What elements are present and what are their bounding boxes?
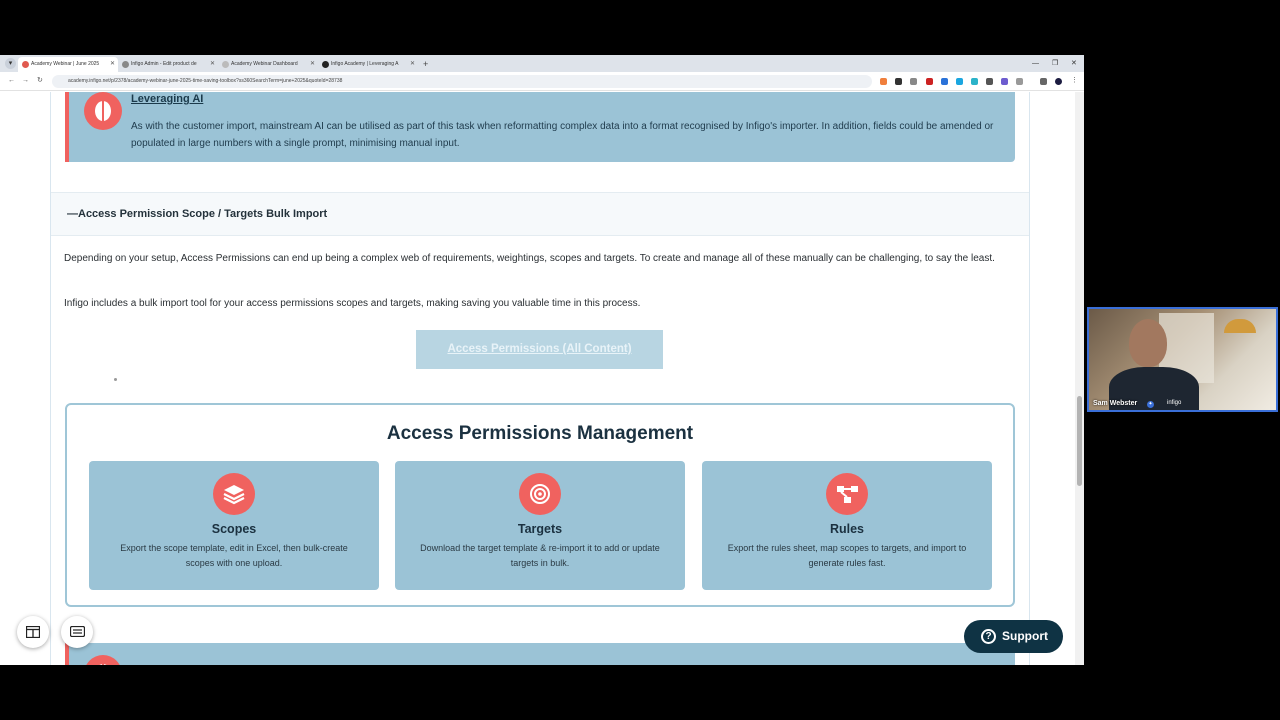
panel-title: Access Permissions Management [386,423,694,444]
next-callout [65,643,1015,665]
download-icon[interactable] [1040,78,1047,85]
support-label: Support [1002,629,1048,643]
targets-card [395,461,685,590]
lamp [1224,319,1256,333]
extension-icon[interactable] [956,78,963,85]
layers-icon [213,473,255,515]
card-title: Targets [517,522,563,536]
url-text: academy.infigo.net/p/2378/academy-webinar-june-2025-time-saving-toolbox?ss360SearchTerm=june+2025&quoteId=28738 [68,78,343,84]
extension-icon[interactable] [895,78,902,85]
support-button[interactable] [964,620,1063,653]
favicon-icon [322,61,329,68]
cursor-dot [114,378,117,381]
intro-paragraph: Depending on your setup, Access Permissions can end up being a complex web of requirements, weightings, scopes and targets. To create and manage all of these manually can be challenging, to say the least. [64,253,995,264]
tab-title: Academy Webinar | June 2025 [31,61,100,67]
brain-icon [84,655,122,665]
card-text: Download the target template & re-import it to add or update targets in bulk. [420,543,660,568]
extension-icon[interactable] [910,78,917,85]
tab-title: Infigo Academy | Leveraging A [331,61,399,67]
tab-academy-webinar[interactable] [18,57,118,72]
captions-button[interactable] [61,616,93,648]
extension-icon[interactable] [971,78,978,85]
card-text: Export the rules sheet, map scopes to targets, and import to generate rules fast. [727,543,967,568]
scopes-card [89,461,379,590]
new-tab-button[interactable]: + [423,59,429,69]
close-tab-icon[interactable]: ✕ [409,61,415,67]
close-tab-icon[interactable]: ✕ [209,61,215,67]
accordion-bulk-import-header[interactable] [51,192,1029,236]
rules-card [702,461,992,590]
profile-avatar[interactable] [1055,78,1062,85]
back-icon[interactable]: ← [8,77,15,84]
tab-title: Academy Webinar Dashboard [231,61,298,67]
card-title: Scopes [211,522,257,536]
brain-icon [84,92,122,130]
presenter-name: Sam Webster [1093,400,1138,407]
extension-icon[interactable] [926,78,933,85]
browser-window [0,55,1084,665]
reload-icon[interactable]: ↻ [37,77,43,84]
bulk-import-paragraph: Infigo includes a bulk import tool for your access permissions scopes and targets, making saving you valuable time in this process. [64,298,641,309]
scrollbar-thumb[interactable] [1077,396,1082,486]
extension-icon[interactable] [880,78,887,85]
network-icon [826,473,868,515]
extension-icon[interactable] [941,78,948,85]
target-icon [519,473,561,515]
accordion-title: —Access Permission Scope / Targets Bulk Import [67,208,328,220]
favicon-icon [222,61,229,68]
page-scrollbar[interactable] [1075,92,1084,665]
brand-watermark: infigo [1167,400,1182,406]
content-column [50,92,1030,665]
presenter-head [1129,319,1167,367]
address-toolbar [0,72,1084,91]
minimize-icon[interactable]: — [1032,60,1039,67]
pin-icon[interactable]: ✦ [1148,401,1153,407]
url-input[interactable] [52,75,872,88]
favicon-icon [22,61,29,68]
favicon-icon [122,61,129,68]
tab-search-button[interactable]: ▾ [5,58,16,69]
tab-title: Infigo Admin - Edit product de [131,61,197,67]
layout-toggle-button[interactable] [17,616,49,648]
extension-icon[interactable] [1001,78,1008,85]
tab-strip [0,55,1084,72]
page-viewport [0,92,1084,665]
tab-webinar-dashboard[interactable] [218,57,318,72]
close-window-icon[interactable]: ✕ [1071,60,1077,67]
kebab-menu-icon[interactable]: ⋮ [1071,77,1078,84]
forward-icon[interactable]: → [22,77,29,84]
help-icon: ? [981,629,996,644]
tab-infigo-academy[interactable] [318,57,418,72]
access-permissions-management-panel [65,403,1015,607]
close-tab-icon[interactable]: ✕ [109,61,115,67]
tab-infigo-admin[interactable] [118,57,218,72]
card-title: Rules [829,522,865,536]
callout-body: As with the customer import, mainstream AI can be utilised as part of this task when reformatting complex data into a format recognised by Infigo's importer. In addition, fields could be amended or populated in large numbers with a single prompt, minimising manual input. [131,121,994,149]
extension-icon[interactable] [1016,78,1023,85]
callout-title[interactable]: Leveraging AI [131,93,204,105]
card-text: Export the scope template, edit in Excel, then bulk-create scopes with one upload. [120,543,348,568]
close-tab-icon[interactable]: ✕ [309,61,315,67]
leveraging-ai-callout [65,92,1015,162]
webcam-thumbnail[interactable] [1087,307,1278,412]
maximize-icon[interactable]: ❐ [1052,60,1059,67]
access-permissions-link-button[interactable]: Access Permissions (All Content) [416,330,663,369]
extension-icon[interactable] [986,78,993,85]
